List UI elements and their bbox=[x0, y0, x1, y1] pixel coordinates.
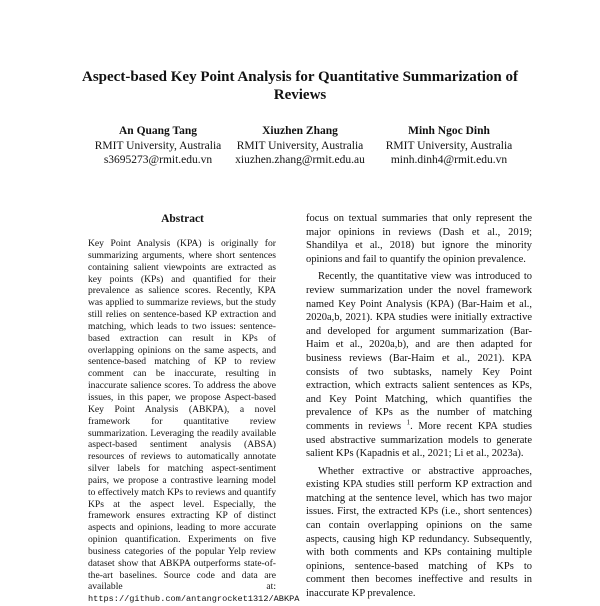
body-column bbox=[306, 212, 532, 605]
author-affiliation: RMIT University, Australia bbox=[236, 139, 364, 152]
footnote-marker[interactable]: 1 bbox=[406, 418, 411, 427]
author-email: s3695273@rmit.edu.vn bbox=[103, 154, 213, 166]
body-text: Recently, the quantitative view was introduced to review summarization under the novel framework named Key Point Analysis (KPA) (Bar-Haim et al., 2020a,b, 2021). KPA studies were initially extractive and developed for argument summarization (Bar-Haim et al., 2020a,b), and are then adapted for business reviews (Bar-Haim et al., 2021). KPA consists of two subtasks, namely Key Point extraction, which extracts salient sentences as KPs, and Key Point Matching, which quantifies the prevalence of KPs as the number of matching comments in reviews bbox=[306, 271, 532, 432]
author-block bbox=[364, 124, 534, 168]
body-paragraph bbox=[306, 270, 532, 460]
body-text: . More recent KPA studies used abstractive summarization models to generate salient KPs (Kapadnis et al., 2021; Li et al., 2023a). bbox=[306, 420, 533, 460]
abstract-heading: Abstract bbox=[161, 213, 204, 225]
author-name: Minh Ngoc Dinh bbox=[408, 125, 490, 137]
abstract-text: Key Point Analysis (KPA) is originally for summarizing arguments, where short sentences containing salient viewpoints are extracted as key points (KPs) and quantified for their prevalence as salience scores. Recently, KPA was applied to summarize reviews, but the study still relies on sentence-based KP extraction and matching, which leads to two issues: sentence-based extraction can result in KPs of overlapping opinions on the same aspects, and sentence-based matching of KP to review comment can be inaccurate, resulting in inaccurate salience scores. To address the above issues, in this paper, we propose Aspect-based Key Point Analysis (ABKPA), a novel framework for quantitative review summarization. Leveraging the readily available aspect-based sentiment analysis (ABSA) resources of reviews to automatically annotate silver labels for matching aspect-sentiment pairs, we propose a contrastive learning model to effectively match KPs to reviews and quantify KPs at the aspect level. Especially, the framework ensures extracting KP of distinct aspects and opinions, leading to more accurate opinion quantification. Experiments on five business categories of the popular Yelp review dataset show that ABKPA outperforms state-of-the-art baselines. Source code and data are available at: bbox=[88, 238, 276, 593]
body-paragraph: focus on textual summaries that only represent the major opinions in reviews (Dash et al., 2019; Shandilya et al., 2018) but ignore the minority opinions and fail to quantify the opinion prevalence. bbox=[306, 213, 532, 265]
author-email: xiuzhen.zhang@rmit.edu.au bbox=[235, 154, 365, 166]
author-affiliation: RMIT University, Australia bbox=[385, 139, 513, 152]
paper-title: Aspect-based Key Point Analysis for Quantitative Summarization of Reviews bbox=[82, 69, 518, 103]
author-email: minh.dinh4@rmit.edu.vn bbox=[390, 154, 508, 166]
abstract-body bbox=[88, 238, 300, 606]
author-name: An Quang Tang bbox=[119, 125, 197, 137]
author-block bbox=[215, 124, 385, 168]
author-affiliation: RMIT University, Australia bbox=[94, 139, 222, 152]
author-name: Xiuzhen Zhang bbox=[262, 125, 338, 137]
body-paragraph: Whether extractive or abstractive approaches, existing KPA studies still perform KP extraction and matching at the sentence level, which has two major issues. First, the extracted KPs (i.e., short sentences) can contain overlapping opinions on the same aspects, causing high KP redundancy. Subsequently, with both comments and KPs containing multiple opinions, sentence-based matching of KPs to comment then becomes ineffective and results in inaccurate KP prevalence. bbox=[306, 465, 532, 600]
source-code-link[interactable]: https://github.com/antangrocket1312/ABKPA bbox=[88, 594, 300, 605]
